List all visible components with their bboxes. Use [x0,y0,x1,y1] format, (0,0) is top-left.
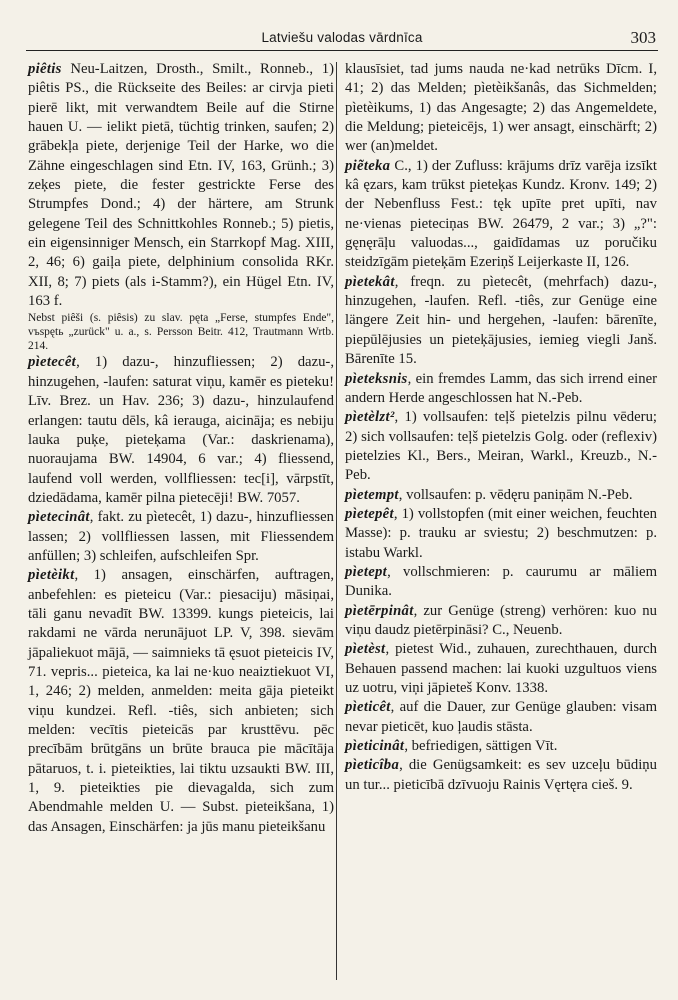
headword: pìeticinât [345,738,405,755]
right-column [345,60,657,795]
entry-pietecet: pìetecêt, 1) dazu-, hinzufliessen; 2) dazu-, hinzugehen, -laufen: saturat viņu, kamēr es pieteku! Līv. Brez. un Hav. 236; 3) dazu-, hinzulaufend erlangen: tautu dēls, kâ ierauga, aicināja; es nebiju lauka puķe, pieteķama (Var.: daskrienama), nuoraujama BW. 14904, 6 var.; 4) fliessend, laufend voll werden, vollfliessen: tec[i], vārpstīt, dziedādama, kamēr pilna pietecēji! BW. 7057. [28,354,334,506]
entry-pietis: piêtis Neu-Laitzen, Drosth., Smilt., Ronneb., 1) piêtis PS., die Rückseite des Beiles: ar cirvja pieti pierē likt, mit verwandtem Beile auf die Stirne hauen U. — ielikt pietā, tüchtig trinken, saufen; 2) grābekļa piete, derjenige Teil der Harke, wo die Zähne eingeschlagen sind Etn. IV, 163, Grünh.; 3) zeķes piete, die fester gestrickte Ferse des Strumpfes Dond.; 4) der härtere, am Strunk gelegene Teil des Schnittkohles Ronneb.; 5) pietis, ein eigensinniger Mensch, ein Starrkopf Mag. XIII, 2, 46; 6) gaiļa piete, delphinium consolida RKr. XII, 8; 7) piets (als i-Stamm?), ein Hügel Etn. IV, 163 f. [28,61,334,310]
column-divider [336,62,337,980]
left-column [28,60,334,837]
headword: pìetecinât [28,509,90,526]
entry-pietest: pìetèst, pietest Wid., zuhauen, zurechthauen, durch Behauen passend machen: lai kuoki uzgultuos viens uz uotru, viņi jāpieteš Konv. 1338. [345,641,657,696]
running-header [26,28,658,51]
headword: pìetērpinât [345,602,414,619]
headword: pìeticêt [345,699,391,716]
page-title: Latviešu valodas vārdnīca [261,30,423,45]
entry-pietepet: pìetepêt, 1) vollstopfen (mit einer weichen, feuchten Masse): p. trauku ar sviestu; 2) beschmutzen: p. istabu Warkl. [345,505,657,561]
headword: pìetepêt [345,505,394,522]
entry-pieterpinat: pìetērpinât, zur Genüge (streng) verhören: kuo nu viņu daudz pietērpināsi? C., Neuenb. [345,602,657,638]
entry-pietekat: pìetekât, freqn. zu pìetecêt, (mehrfach) dazu-, hinzugehen, -laufen. Refl. -tiês, zur Genüge eine längere Zeit hin- und hergehen, -laufen: bārenīte, piepūlējusies un pieteķājusies, iemieg viegli Janš. Bārenīte 15. [345,273,657,368]
entry-pieteikt: pìetèikt, 1) ansagen, einschärfen, auftragen, anbefehlen: es pieteicu (Var.: piesaciju) māsiņai, tāli ganu nevadīt BW. 13399. kungs pieteicis, lai rakdami ne vārda nerunājuot LP. V, 398. sievām jāpaliekuot mājā, — saimnieks tā ęsuot pieteicis IV, 71. vepris... pieteica, ka lai ne·kuo neaiztiekuot VI, 1, 246; 2) melden, anmelden: meita gāja pieteikt viņu kundzei. Refl. -tiês, sich anbieten; sich melden: vecītis pieteicās par krusttēvu. pēc precībām brūtgāns un brūte brauca pie mācītāja pātaruos, t. i. pieteikties, lai tiktu uzsaukti BW. III, 1, 9. pieteikties pie dievagalda, sich zum Abendmahle melden U. — Subst. pieteikšana, 1) das Ansagen, Einschärfen: ja jūs manu pieteikšanu [28,567,334,835]
entry-pietempt: pìetempt, vollsaufen: p. vēdęru paniņām N.-Peb. [345,486,633,503]
entry-pietecinat: pìetecinât, fakt. zu pìetecêt, 1) dazu-, hinzufliessen lassen; 2) vollfliessen lassen, mit Fliessendem anfüllen; 3) schleifen, aufschleifen Spr. [28,509,334,564]
entry-pietelzt: pìetèlzt², 1) vollsaufen: teļš pietelzis pilnu vēderu; 2) sich vollsaufen: teļš pietelzis Golg. oder (reflexiv) pietelzies Kl., Bers., Meiran, Warkl., Kreuzb., N.-Peb. [345,409,657,484]
headword: pìeteksnis [345,370,408,387]
headword: pìetèikt [28,567,75,584]
headword: pìetèlzt² [345,409,395,426]
headword: pìetecêt [28,354,77,371]
headword: piêtis [28,61,62,77]
headword: pìeticîba [345,757,400,774]
entry-pieticet: pìeticêt, auf die Dauer, zur Genüge glauben: visam nevar pieticēt, kuo ļaudis stāsta. [345,699,657,735]
headword: piẽteka [345,157,391,174]
entry-pieticiba: pìeticîba, die Genügsamkeit: es sev uzceļu būdiņu un tur... pieticībā dzīvuoju Rainis Vęrtęra cieš. 9. [345,757,657,793]
entry-pieteksnis: pìeteksnis, ein fremdes Lamm, das sich irrend einer andern Herde angeschlossen hat N.-Peb. [345,370,657,406]
headword: pìetèst [345,641,386,658]
entry-pietis-etymology-note: Nebst piêši (s. piêsis) zu slav. pęta „Ferse, stumpfes Ende", vъspętь „zurück" u. a., s. Persson Beitr. 412, Trautmann Wrtb. 214. [28,312,334,353]
page-number: 303 [630,28,656,47]
headword: pìetempt [345,486,399,503]
entry-pietept: pìetept, vollschmieren: p. caurumu ar māliem Dunika. [345,563,657,600]
headword: pìetept [345,563,388,580]
headword: pìetekât [345,273,395,290]
entry-pieteikt-continued: klausīsiet, tad jums nauda ne·kad netrūks Dīcm. I, 41; 2) das Melden; pìetèikšanâs, das Sichmelden; pìetèikums, 1) das Angesagte; 2) das Angemeldete, die Meldung; pieteicējs, 1) wer ansagt, einschärft; 2) wer (an)meldet. [345,61,657,155]
entry-pieticinat: pìeticinât, befriedigen, sättigen Vīt. [345,738,558,755]
entry-pieteka: piẽteka C., 1) der Zufluss: krājums drīz varēja izsīkt kâ ęzars, kam trūkst pieteķas Kundz. Kronv. 149; 2) der Nebenfluss Fest.: tęk upīte pret upīti, nav ne·vienas pieteciņas BW. 26479, 2 var.; 3) „?": gęnęrāļu valuodas..., gaidīdamas uz poručiku steidzīgām pieteķām Ezeriņš Leijerkaste II, 126. [345,157,657,271]
